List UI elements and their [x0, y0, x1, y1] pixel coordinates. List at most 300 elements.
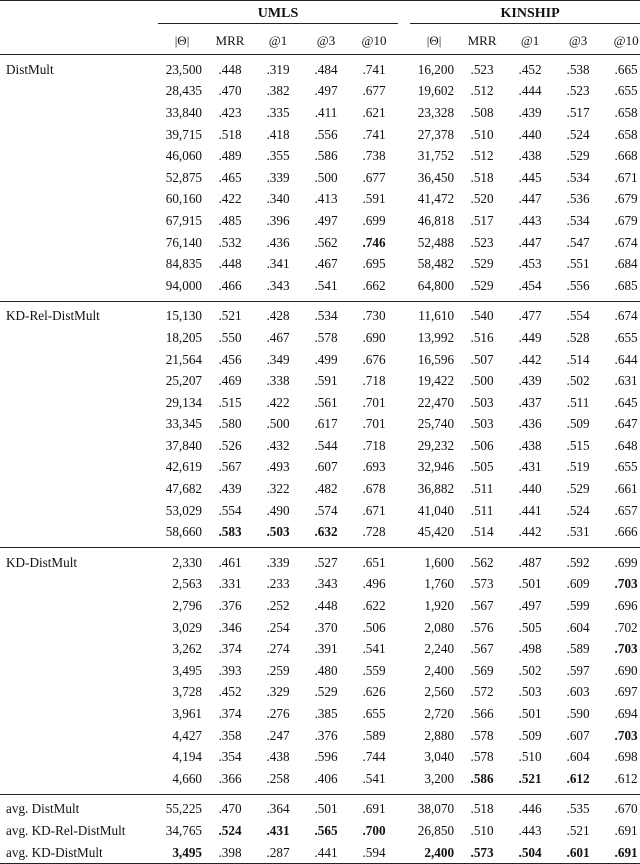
kinship-cell: .502 [566, 373, 590, 389]
umls-cell: 46,060 [165, 148, 202, 164]
kinship-cell: .578 [470, 749, 494, 765]
table-row [0, 81, 640, 103]
umls-cell: .413 [314, 191, 338, 207]
umls-cell: 47,682 [165, 481, 202, 497]
umls-cell: .436 [266, 234, 290, 250]
umls-cell: .355 [266, 148, 290, 164]
kinship-cell: .509 [518, 727, 542, 743]
kinship-cell: 2,400 [410, 842, 458, 864]
kinship-cell: .445 [518, 169, 542, 185]
umls-cell: .422 [218, 191, 242, 207]
kinship-cell: .631 [614, 373, 638, 389]
kinship-cell: 23,328 [417, 104, 455, 120]
umls-cell: .382 [266, 83, 290, 99]
model-name-blank [0, 253, 158, 275]
table-row [0, 435, 640, 457]
umls-cell: .358 [218, 727, 242, 743]
col-hits3-kinship: @3 [554, 28, 602, 55]
kinship-cell: .703 [614, 727, 638, 743]
spacer [398, 768, 410, 794]
kinship-cell: .521 [566, 822, 590, 838]
umls-cell: 28,435 [165, 83, 202, 99]
umls-cell: 58,660 [165, 524, 202, 540]
group-kinship: KINSHIP [410, 1, 640, 29]
model-name-blank [0, 638, 158, 660]
umls-cell: .461 [206, 548, 254, 574]
umls-cell: .676 [362, 351, 386, 367]
kinship-cell: .510 [470, 126, 494, 142]
kinship-cell: .446 [506, 794, 554, 820]
average-row [0, 794, 640, 820]
kinship-cell: .696 [614, 598, 638, 614]
umls-cell: .422 [266, 394, 290, 410]
kinship-cell: 31,752 [417, 148, 455, 164]
table-row [0, 414, 640, 436]
umls-cell: .626 [362, 684, 386, 700]
umls-cell: .339 [266, 169, 290, 185]
kinship-cell: .437 [518, 394, 542, 410]
umls-cell: .469 [218, 373, 242, 389]
umls-cell: .591 [314, 373, 338, 389]
kinship-cell: 27,378 [417, 126, 455, 142]
kinship-cell: .452 [518, 61, 542, 77]
table-row [0, 102, 640, 124]
model-name-blank [0, 457, 158, 479]
kinship-cell: .516 [470, 329, 494, 345]
kinship-cell: 38,070 [410, 794, 458, 820]
umls-cell: .484 [314, 61, 338, 77]
table-row [0, 55, 640, 81]
kinship-cell: .501 [518, 576, 542, 592]
kinship-cell: .556 [566, 277, 590, 293]
spacer [398, 574, 410, 596]
umls-cell: 3,961 [172, 706, 202, 722]
kinship-cell: .607 [566, 727, 590, 743]
kinship-cell: .503 [470, 416, 494, 432]
col-mrr-kinship: MRR [458, 28, 506, 55]
umls-cell: .490 [266, 502, 290, 518]
umls-cell: .329 [266, 684, 290, 700]
umls-cell: .503 [266, 524, 290, 540]
umls-cell: .448 [218, 256, 242, 272]
umls-cell: .391 [314, 641, 338, 657]
kinship-cell: 64,800 [417, 277, 455, 293]
umls-cell: .438 [266, 749, 290, 765]
table-row [0, 145, 640, 167]
umls-cell: 33,840 [165, 104, 202, 120]
kinship-cell: .511 [470, 502, 494, 518]
umls-cell: .738 [362, 148, 386, 164]
umls-cell: .470 [218, 83, 242, 99]
umls-cell: .693 [362, 459, 386, 475]
table-row [0, 253, 640, 275]
kinship-cell: .529 [470, 277, 494, 293]
spacer [398, 595, 410, 617]
umls-cell: 2,563 [172, 576, 202, 592]
kinship-cell: .500 [470, 373, 494, 389]
umls-cell: .718 [362, 373, 386, 389]
kinship-cell: 22,470 [417, 394, 455, 410]
kinship-cell: .690 [614, 662, 638, 678]
umls-cell: .562 [314, 234, 338, 250]
umls-cell: 94,000 [165, 277, 202, 293]
model-name-blank [0, 232, 158, 254]
kinship-cell: .514 [566, 351, 590, 367]
table-row [0, 548, 640, 574]
umls-cell: .470 [206, 794, 254, 820]
spacer [398, 275, 410, 301]
umls-cell: .589 [362, 727, 386, 743]
kinship-cell: .589 [566, 641, 590, 657]
umls-cell: .322 [266, 481, 290, 497]
umls-cell: .701 [362, 416, 386, 432]
umls-cell: .695 [362, 256, 386, 272]
umls-cell: .343 [266, 277, 290, 293]
umls-cell: .567 [218, 459, 242, 475]
kinship-cell: .508 [470, 104, 494, 120]
umls-cell: .497 [314, 212, 338, 228]
model-name-blank [0, 370, 158, 392]
kinship-cell: 13,992 [417, 329, 455, 345]
kinship-cell: .453 [518, 256, 542, 272]
kinship-cell: 25,740 [417, 416, 455, 432]
spacer [398, 617, 410, 639]
model-name-blank [0, 768, 158, 794]
kinship-cell: .644 [614, 351, 638, 367]
kinship-cell: .665 [614, 61, 638, 77]
spacer [398, 703, 410, 725]
kinship-cell: .502 [518, 662, 542, 678]
spacer [398, 548, 410, 574]
spacer [398, 842, 410, 864]
kinship-cell: .597 [566, 662, 590, 678]
umls-cell: 2,330 [158, 548, 206, 574]
umls-cell: .331 [218, 576, 242, 592]
kinship-cell: .684 [614, 256, 638, 272]
spacer [398, 414, 410, 436]
col-hits10-umls: @10 [350, 28, 398, 55]
kinship-cell: .503 [470, 394, 494, 410]
kinship-cell: .647 [614, 416, 638, 432]
umls-cell: .655 [362, 706, 386, 722]
average-row [0, 820, 640, 842]
kinship-cell: 58,482 [417, 256, 455, 272]
kinship-cell: .439 [518, 373, 542, 389]
kinship-cell: 45,420 [417, 524, 455, 540]
kinship-cell: .612 [614, 770, 638, 786]
umls-cell: .565 [314, 822, 338, 838]
umls-cell: .501 [302, 794, 350, 820]
kinship-cell: .604 [566, 749, 590, 765]
kinship-cell: 2,560 [424, 684, 455, 700]
kinship-cell: .514 [470, 524, 494, 540]
kinship-cell: .567 [470, 641, 494, 657]
model-name-blank [0, 595, 158, 617]
umls-cell: .662 [362, 277, 386, 293]
kinship-cell: .529 [566, 148, 590, 164]
umls-cell: 52,875 [165, 169, 202, 185]
col-mrr-umls: MRR [206, 28, 254, 55]
umls-cell: .411 [314, 104, 338, 120]
kinship-cell: 2,080 [424, 619, 455, 635]
table-row [0, 167, 640, 189]
model-name-blank [0, 81, 158, 103]
spacer [398, 682, 410, 704]
table-row [0, 521, 640, 547]
umls-cell: 4,660 [172, 770, 202, 786]
kinship-cell: .657 [614, 502, 638, 518]
umls-cell: .354 [218, 749, 242, 765]
kinship-cell: .534 [566, 212, 590, 228]
umls-cell: .677 [362, 83, 386, 99]
kinship-cell: 3,200 [424, 770, 455, 786]
group-header-row [0, 1, 640, 29]
table-row [0, 189, 640, 211]
kinship-cell: .590 [566, 706, 590, 722]
umls-cell: .374 [218, 706, 242, 722]
kinship-cell: .504 [506, 842, 554, 864]
umls-cell: .276 [266, 706, 290, 722]
spacer [398, 189, 410, 211]
kinship-cell: .529 [470, 256, 494, 272]
kinship-cell: 2,400 [424, 662, 455, 678]
umls-cell: .452 [218, 684, 242, 700]
model-name-blank [0, 478, 158, 500]
kinship-cell: .691 [614, 822, 638, 838]
kinship-cell: .505 [470, 459, 494, 475]
spacer [398, 435, 410, 457]
umls-cell: 67,915 [165, 212, 202, 228]
kinship-cell: .443 [518, 212, 542, 228]
kinship-cell: .661 [614, 481, 638, 497]
kinship-cell: .648 [614, 437, 638, 453]
umls-cell: .541 [362, 641, 386, 657]
umls-cell: 2,796 [172, 598, 202, 614]
umls-cell: .677 [362, 169, 386, 185]
umls-cell: .428 [254, 301, 302, 327]
model-name-blank [0, 746, 158, 768]
kinship-cell: .501 [518, 706, 542, 722]
kinship-cell: .573 [458, 842, 506, 864]
average-row [0, 842, 640, 864]
kinship-cell: .477 [506, 301, 554, 327]
kinship-cell: .609 [566, 576, 590, 592]
kinship-cell: .603 [566, 684, 590, 700]
table-row [0, 232, 640, 254]
kinship-cell: 19,422 [417, 373, 455, 389]
kinship-cell: 32,946 [417, 459, 455, 475]
umls-cell: .518 [218, 126, 242, 142]
kinship-cell: .439 [518, 104, 542, 120]
umls-cell: .335 [266, 104, 290, 120]
kinship-cell: .535 [554, 794, 602, 820]
kinship-cell: .442 [518, 524, 542, 540]
spacer [398, 145, 410, 167]
spacer [398, 301, 410, 327]
umls-cell: .529 [314, 684, 338, 700]
umls-cell: .699 [362, 212, 386, 228]
col-params-kinship: |Θ| [410, 28, 458, 55]
kinship-cell: .573 [470, 576, 494, 592]
kinship-cell: .438 [518, 148, 542, 164]
umls-cell: 21,564 [165, 351, 202, 367]
kinship-cell: 2,720 [424, 706, 455, 722]
kinship-cell: .447 [518, 234, 542, 250]
kinship-cell: .576 [470, 619, 494, 635]
kinship-cell: .601 [554, 842, 602, 864]
kinship-cell: .592 [554, 548, 602, 574]
kinship-cell: .510 [518, 749, 542, 765]
kinship-cell: 2,880 [424, 727, 455, 743]
kinship-cell: .671 [614, 169, 638, 185]
kinship-cell: .518 [458, 794, 506, 820]
kinship-cell: .534 [566, 169, 590, 185]
col-hits10-kinship: @10 [602, 28, 640, 55]
kinship-cell: .440 [518, 126, 542, 142]
kinship-cell: .431 [518, 459, 542, 475]
kinship-cell: 52,488 [417, 234, 455, 250]
umls-cell: .467 [314, 256, 338, 272]
kinship-cell: .703 [614, 641, 638, 657]
kinship-cell: .540 [458, 301, 506, 327]
spacer [398, 746, 410, 768]
model-name-blank [0, 414, 158, 436]
kinship-cell: .512 [470, 148, 494, 164]
kinship-cell: .668 [614, 148, 638, 164]
umls-cell: 29,134 [165, 394, 202, 410]
umls-cell: .252 [266, 598, 290, 614]
umls-cell: .370 [314, 619, 338, 635]
umls-cell: .258 [266, 770, 290, 786]
umls-cell: .441 [302, 842, 350, 864]
umls-cell: .556 [314, 126, 338, 142]
umls-cell: 37,840 [165, 437, 202, 453]
umls-cell: .728 [362, 524, 386, 540]
kinship-cell: .536 [566, 191, 590, 207]
model-name: KD-Rel-DistMult [0, 301, 158, 327]
umls-cell: .349 [266, 351, 290, 367]
kinship-cell: .498 [518, 641, 542, 657]
kinship-cell: .510 [470, 822, 494, 838]
umls-cell: 18,205 [165, 329, 202, 345]
table-row [0, 595, 640, 617]
umls-cell: .465 [218, 169, 242, 185]
umls-cell: .534 [302, 301, 350, 327]
model-name-blank [0, 703, 158, 725]
table-row [0, 327, 640, 349]
kinship-cell: .442 [518, 351, 542, 367]
table-row [0, 275, 640, 301]
umls-cell: .346 [218, 619, 242, 635]
umls-cell: .594 [350, 842, 398, 864]
model-name-blank [0, 210, 158, 232]
kinship-cell: .511 [470, 481, 494, 497]
umls-cell: .485 [218, 212, 242, 228]
umls-cell: .376 [314, 727, 338, 743]
kinship-cell: .674 [602, 301, 640, 327]
kinship-cell: .599 [566, 598, 590, 614]
kinship-cell: 2,240 [424, 641, 455, 657]
kinship-cell: .518 [470, 169, 494, 185]
spacer [398, 392, 410, 414]
model-name-blank [0, 682, 158, 704]
kinship-cell: .523 [470, 234, 494, 250]
kinship-cell: .511 [566, 394, 590, 410]
umls-cell: .340 [266, 191, 290, 207]
kinship-cell: .517 [566, 104, 590, 120]
umls-cell: .527 [302, 548, 350, 574]
umls-cell: 15,130 [158, 301, 206, 327]
umls-cell: .467 [266, 329, 290, 345]
kinship-cell: .572 [470, 684, 494, 700]
spacer [398, 638, 410, 660]
kinship-cell: .554 [554, 301, 602, 327]
model-name-blank [0, 435, 158, 457]
umls-cell: .374 [218, 641, 242, 657]
umls-cell: 42,619 [165, 459, 202, 475]
kinship-cell: .497 [518, 598, 542, 614]
model-name-blank [0, 349, 158, 371]
umls-cell: 76,140 [165, 234, 202, 250]
umls-cell: .259 [266, 662, 290, 678]
kinship-cell: .440 [518, 481, 542, 497]
model-name-blank [0, 102, 158, 124]
umls-cell: .496 [362, 576, 386, 592]
table-row [0, 703, 640, 725]
umls-cell: .524 [218, 822, 242, 838]
kinship-cell: .679 [614, 212, 638, 228]
kinship-cell: .438 [518, 437, 542, 453]
table-row [0, 500, 640, 522]
umls-cell: 4,194 [172, 749, 202, 765]
umls-cell: .541 [362, 770, 386, 786]
umls-cell: .431 [266, 822, 290, 838]
table-row [0, 617, 640, 639]
kinship-cell: .523 [566, 83, 590, 99]
kinship-cell: .578 [470, 727, 494, 743]
kinship-cell: 41,472 [417, 191, 455, 207]
average-name: avg. KD-Rel-DistMult [6, 822, 126, 838]
kinship-cell: .515 [566, 437, 590, 453]
kinship-cell: 29,232 [417, 437, 455, 453]
kinship-cell: .447 [518, 191, 542, 207]
kinship-cell: .444 [518, 83, 542, 99]
kinship-cell: .436 [518, 416, 542, 432]
table-row [0, 768, 640, 794]
kinship-cell: .503 [518, 684, 542, 700]
umls-cell: .632 [314, 524, 338, 540]
umls-cell: .730 [350, 301, 398, 327]
umls-cell: .544 [314, 437, 338, 453]
umls-cell: .423 [218, 104, 242, 120]
kinship-cell: 36,450 [417, 169, 455, 185]
umls-cell: .396 [266, 212, 290, 228]
kinship-cell: 1,600 [410, 548, 458, 574]
kinship-cell: .658 [614, 104, 638, 120]
umls-cell: .574 [314, 502, 338, 518]
kinship-cell: .520 [470, 191, 494, 207]
model-name-blank [0, 392, 158, 414]
umls-cell: .741 [362, 126, 386, 142]
average-name: avg. KD-DistMult [0, 842, 158, 864]
kinship-cell: .505 [518, 619, 542, 635]
kinship-cell: .509 [566, 416, 590, 432]
umls-cell: .744 [362, 749, 386, 765]
umls-cell: 4,427 [172, 727, 202, 743]
spacer [398, 500, 410, 522]
table-row [0, 392, 640, 414]
umls-cell: .376 [218, 598, 242, 614]
